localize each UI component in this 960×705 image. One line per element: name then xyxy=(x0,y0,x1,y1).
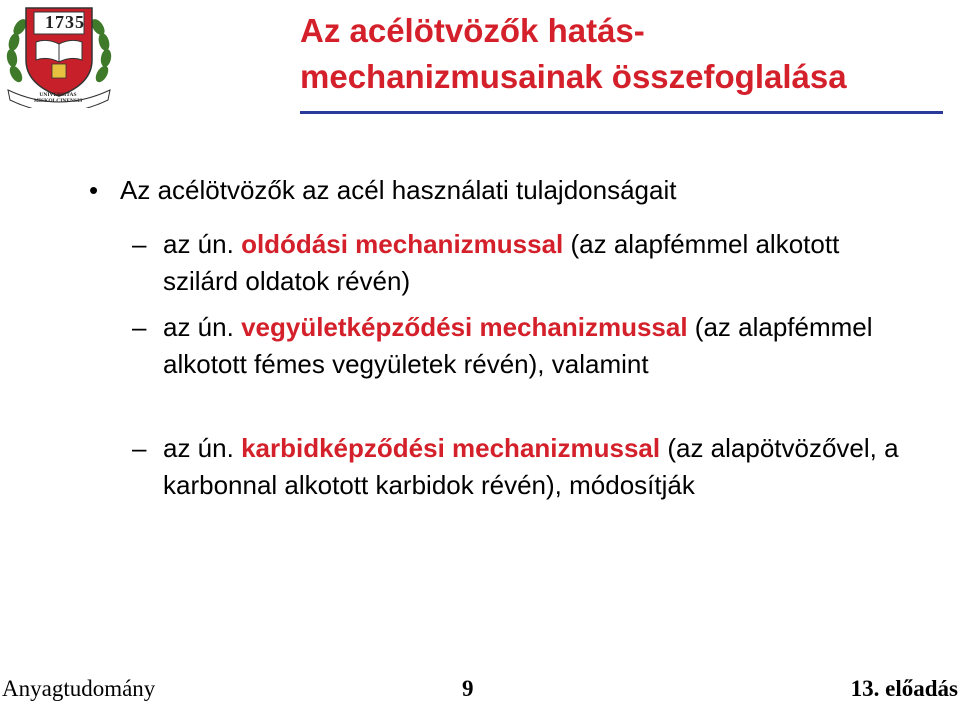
sub-bullet-3-rest: (az alapötvözővel, a karbonnal alkotott karbidok révén), módosítják xyxy=(163,433,899,500)
logo-motto: UNIVERSITAS MISKOLCINENSIS xyxy=(33,92,83,104)
footer-course: Anyagtudomány xyxy=(2,676,156,701)
footer-page-number: 9 xyxy=(462,676,474,701)
bullet-dot-icon: • xyxy=(89,175,99,205)
sub-bullet-2-rest: (az alapfémmel alkotott fémes vegyületek révén), valamint xyxy=(163,312,873,379)
dash-icon: – xyxy=(132,229,147,259)
sub-bullet-1-highlight: oldódási mechanizmussal xyxy=(241,229,564,259)
sub-bullet-1-prefix: az ún. xyxy=(163,229,242,259)
sub-bullet-3-highlight: karbidképződési mechanizmussal xyxy=(241,433,661,463)
slide-title-line2: mechanizmusainak összefoglalása xyxy=(300,58,847,95)
logo-year: 1735 xyxy=(45,12,85,32)
sub-bullet-1-rest: (az alapfémmel alkotott szilárd oldatok révén) xyxy=(163,229,840,296)
slide-title xyxy=(300,8,950,100)
footer-lecture: 13. előadás xyxy=(850,676,958,701)
sub-bullet-2-prefix: az ún. xyxy=(163,312,242,342)
sub-bullet-2-highlight: vegyületképződési mechanizmussal xyxy=(241,312,688,342)
main-bullet-text: Az acélötvözők az acél használati tulajdonságait xyxy=(120,175,677,205)
title-underline xyxy=(300,111,943,114)
dash-icon: – xyxy=(132,433,147,463)
slide-footer xyxy=(0,672,960,702)
dash-icon: – xyxy=(132,312,147,342)
sub-bullet-3-prefix: az ún. xyxy=(163,433,242,463)
slide-title-line1: Az acélötvözők hatás- xyxy=(300,12,645,49)
